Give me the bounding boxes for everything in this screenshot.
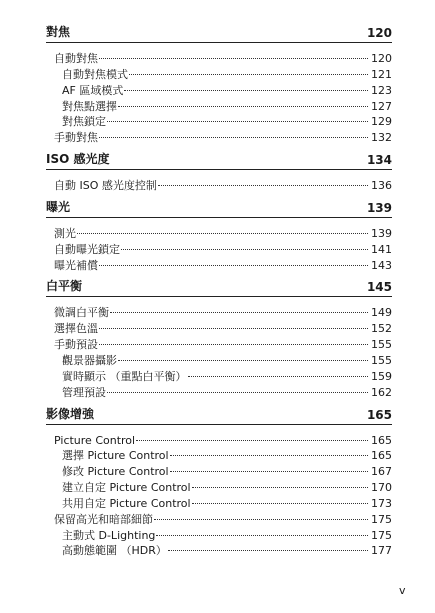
entry-page-number: 155 <box>371 338 392 352</box>
toc-entry[interactable] <box>46 51 392 67</box>
toc-entry[interactable] <box>46 512 392 528</box>
dot-leader <box>168 550 368 551</box>
entry-label: 微調白平衡 <box>54 306 109 320</box>
entry-label: 曝光補償 <box>54 258 98 272</box>
toc-entry[interactable] <box>46 337 392 353</box>
toc-entry[interactable] <box>46 99 392 115</box>
entry-label: 建立自定 Picture Control <box>62 481 191 495</box>
entry-label: 選擇色溫 <box>54 322 98 336</box>
toc-entry[interactable] <box>46 528 392 544</box>
dot-leader <box>107 121 368 122</box>
section-heading[interactable] <box>46 149 392 170</box>
toc-section <box>46 197 392 277</box>
entry-page-number: 139 <box>371 226 392 240</box>
toc-entry[interactable] <box>46 130 392 146</box>
toc-entry[interactable] <box>46 496 392 512</box>
entry-page-number: 177 <box>371 544 392 558</box>
section-title: 對焦 <box>46 25 71 39</box>
dot-leader <box>99 328 368 329</box>
dot-leader <box>170 455 368 456</box>
section-page-number: 134 <box>366 153 392 168</box>
entry-label: 主動式 D-Lighting <box>62 528 156 542</box>
entry-label: Picture Control <box>54 433 136 447</box>
toc-entry[interactable] <box>46 178 392 194</box>
entry-label: 自動對焦模式 <box>62 67 128 81</box>
toc-entry[interactable] <box>46 448 392 464</box>
entry-label: 對焦鎖定 <box>62 115 106 129</box>
entry-page-number: 121 <box>371 67 392 81</box>
dot-leader <box>118 360 368 361</box>
section-heading[interactable] <box>46 404 392 425</box>
entry-page-number: 170 <box>371 481 392 495</box>
dot-leader <box>192 503 368 504</box>
section-page-number: 165 <box>366 407 392 422</box>
section-title: 影像增強 <box>46 406 95 421</box>
entry-label: 對焦點選擇 <box>62 99 117 113</box>
entry-page-number: 120 <box>371 52 392 65</box>
entry-label: 自動對焦 <box>54 52 98 65</box>
entry-page-number: 143 <box>371 258 392 272</box>
entry-label: 管理預設 <box>62 385 106 399</box>
toc-entry[interactable] <box>46 83 392 99</box>
entry-list <box>46 218 392 277</box>
table-of-contents <box>46 22 392 562</box>
dot-leader <box>99 344 368 345</box>
section-page-number: 139 <box>366 200 392 215</box>
entry-page-number: 129 <box>371 115 392 129</box>
toc-entry[interactable] <box>46 258 392 274</box>
toc-entry[interactable] <box>46 543 392 559</box>
section-page-number: 145 <box>366 280 392 295</box>
dot-leader <box>99 265 368 266</box>
dot-leader <box>121 249 368 250</box>
dot-leader <box>124 90 368 91</box>
entry-page-number: 141 <box>371 242 392 256</box>
section-title: 曝光 <box>46 199 71 214</box>
dot-leader <box>192 487 368 488</box>
entry-list <box>46 297 392 403</box>
toc-entry[interactable] <box>46 353 392 369</box>
dot-leader <box>188 376 369 377</box>
entry-label: 選擇 Picture Control <box>62 449 169 463</box>
entry-page-number: 132 <box>371 131 392 145</box>
entry-label: 觀景器攝影 <box>62 353 117 367</box>
toc-entry[interactable] <box>46 242 392 258</box>
section-title: 白平衡 <box>46 279 83 294</box>
entry-page-number: 136 <box>371 179 392 193</box>
section-heading[interactable] <box>46 197 392 218</box>
toc-section <box>46 22 392 149</box>
entry-label: AF 區域模式 <box>62 83 124 97</box>
toc-section <box>46 276 392 403</box>
toc-entry[interactable] <box>46 385 392 401</box>
entry-label: 手動對焦 <box>54 131 98 145</box>
entry-label: 手動預設 <box>54 338 98 352</box>
dot-leader <box>77 233 368 234</box>
section-title: ISO 感光度 <box>46 152 110 167</box>
dot-leader <box>99 58 368 59</box>
dot-leader <box>156 535 368 536</box>
dot-leader <box>136 440 368 441</box>
entry-page-number: 159 <box>371 369 392 383</box>
toc-section <box>46 149 392 197</box>
entry-page-number: 175 <box>371 512 392 526</box>
entry-page-number: 127 <box>371 99 392 113</box>
entry-label: 修改 Picture Control <box>62 465 169 479</box>
entry-list <box>46 43 392 149</box>
dot-leader <box>129 74 368 75</box>
dot-leader <box>170 471 368 472</box>
dot-leader <box>154 519 368 520</box>
toc-entry[interactable] <box>46 480 392 496</box>
dot-leader <box>99 137 368 138</box>
toc-entry[interactable] <box>46 226 392 242</box>
toc-entry[interactable] <box>46 67 392 83</box>
toc-entry[interactable] <box>46 433 392 449</box>
toc-entry[interactable] <box>46 114 392 130</box>
entry-label: 自動曝光鎖定 <box>54 242 120 256</box>
toc-entry[interactable] <box>46 369 392 385</box>
entry-page-number: 175 <box>371 528 392 542</box>
dot-leader <box>110 312 368 313</box>
dot-leader <box>107 392 368 393</box>
entry-page-number: 167 <box>371 465 392 479</box>
entry-list <box>46 425 392 563</box>
entry-label: 高動態範圍 （HDR） <box>62 544 167 558</box>
dot-leader <box>118 106 368 107</box>
entry-label: 共用自定 Picture Control <box>62 496 191 510</box>
entry-list <box>46 170 392 197</box>
toc-entry[interactable] <box>46 305 392 321</box>
entry-page-number: 123 <box>371 83 392 97</box>
entry-page-number: 149 <box>371 306 392 320</box>
entry-label: 保留高光和暗部細節 <box>54 512 153 526</box>
section-heading[interactable] <box>46 276 392 297</box>
entry-label: 實時顯示 （重點白平衡） <box>62 369 187 383</box>
entry-label: 自動 ISO 感光度控制 <box>54 179 157 193</box>
entry-page-number: 173 <box>371 496 392 510</box>
entry-page-number: 162 <box>371 385 392 399</box>
section-page-number: 120 <box>366 26 392 40</box>
entry-page-number: 165 <box>371 433 392 447</box>
toc-entry[interactable] <box>46 464 392 480</box>
page-number: v <box>399 584 406 597</box>
entry-page-number: 152 <box>371 322 392 336</box>
section-heading[interactable] <box>46 22 392 43</box>
dot-leader <box>158 185 368 186</box>
toc-section <box>46 404 392 563</box>
toc-entry[interactable] <box>46 321 392 337</box>
entry-label: 測光 <box>54 226 76 240</box>
entry-page-number: 155 <box>371 353 392 367</box>
entry-page-number: 165 <box>371 449 392 463</box>
